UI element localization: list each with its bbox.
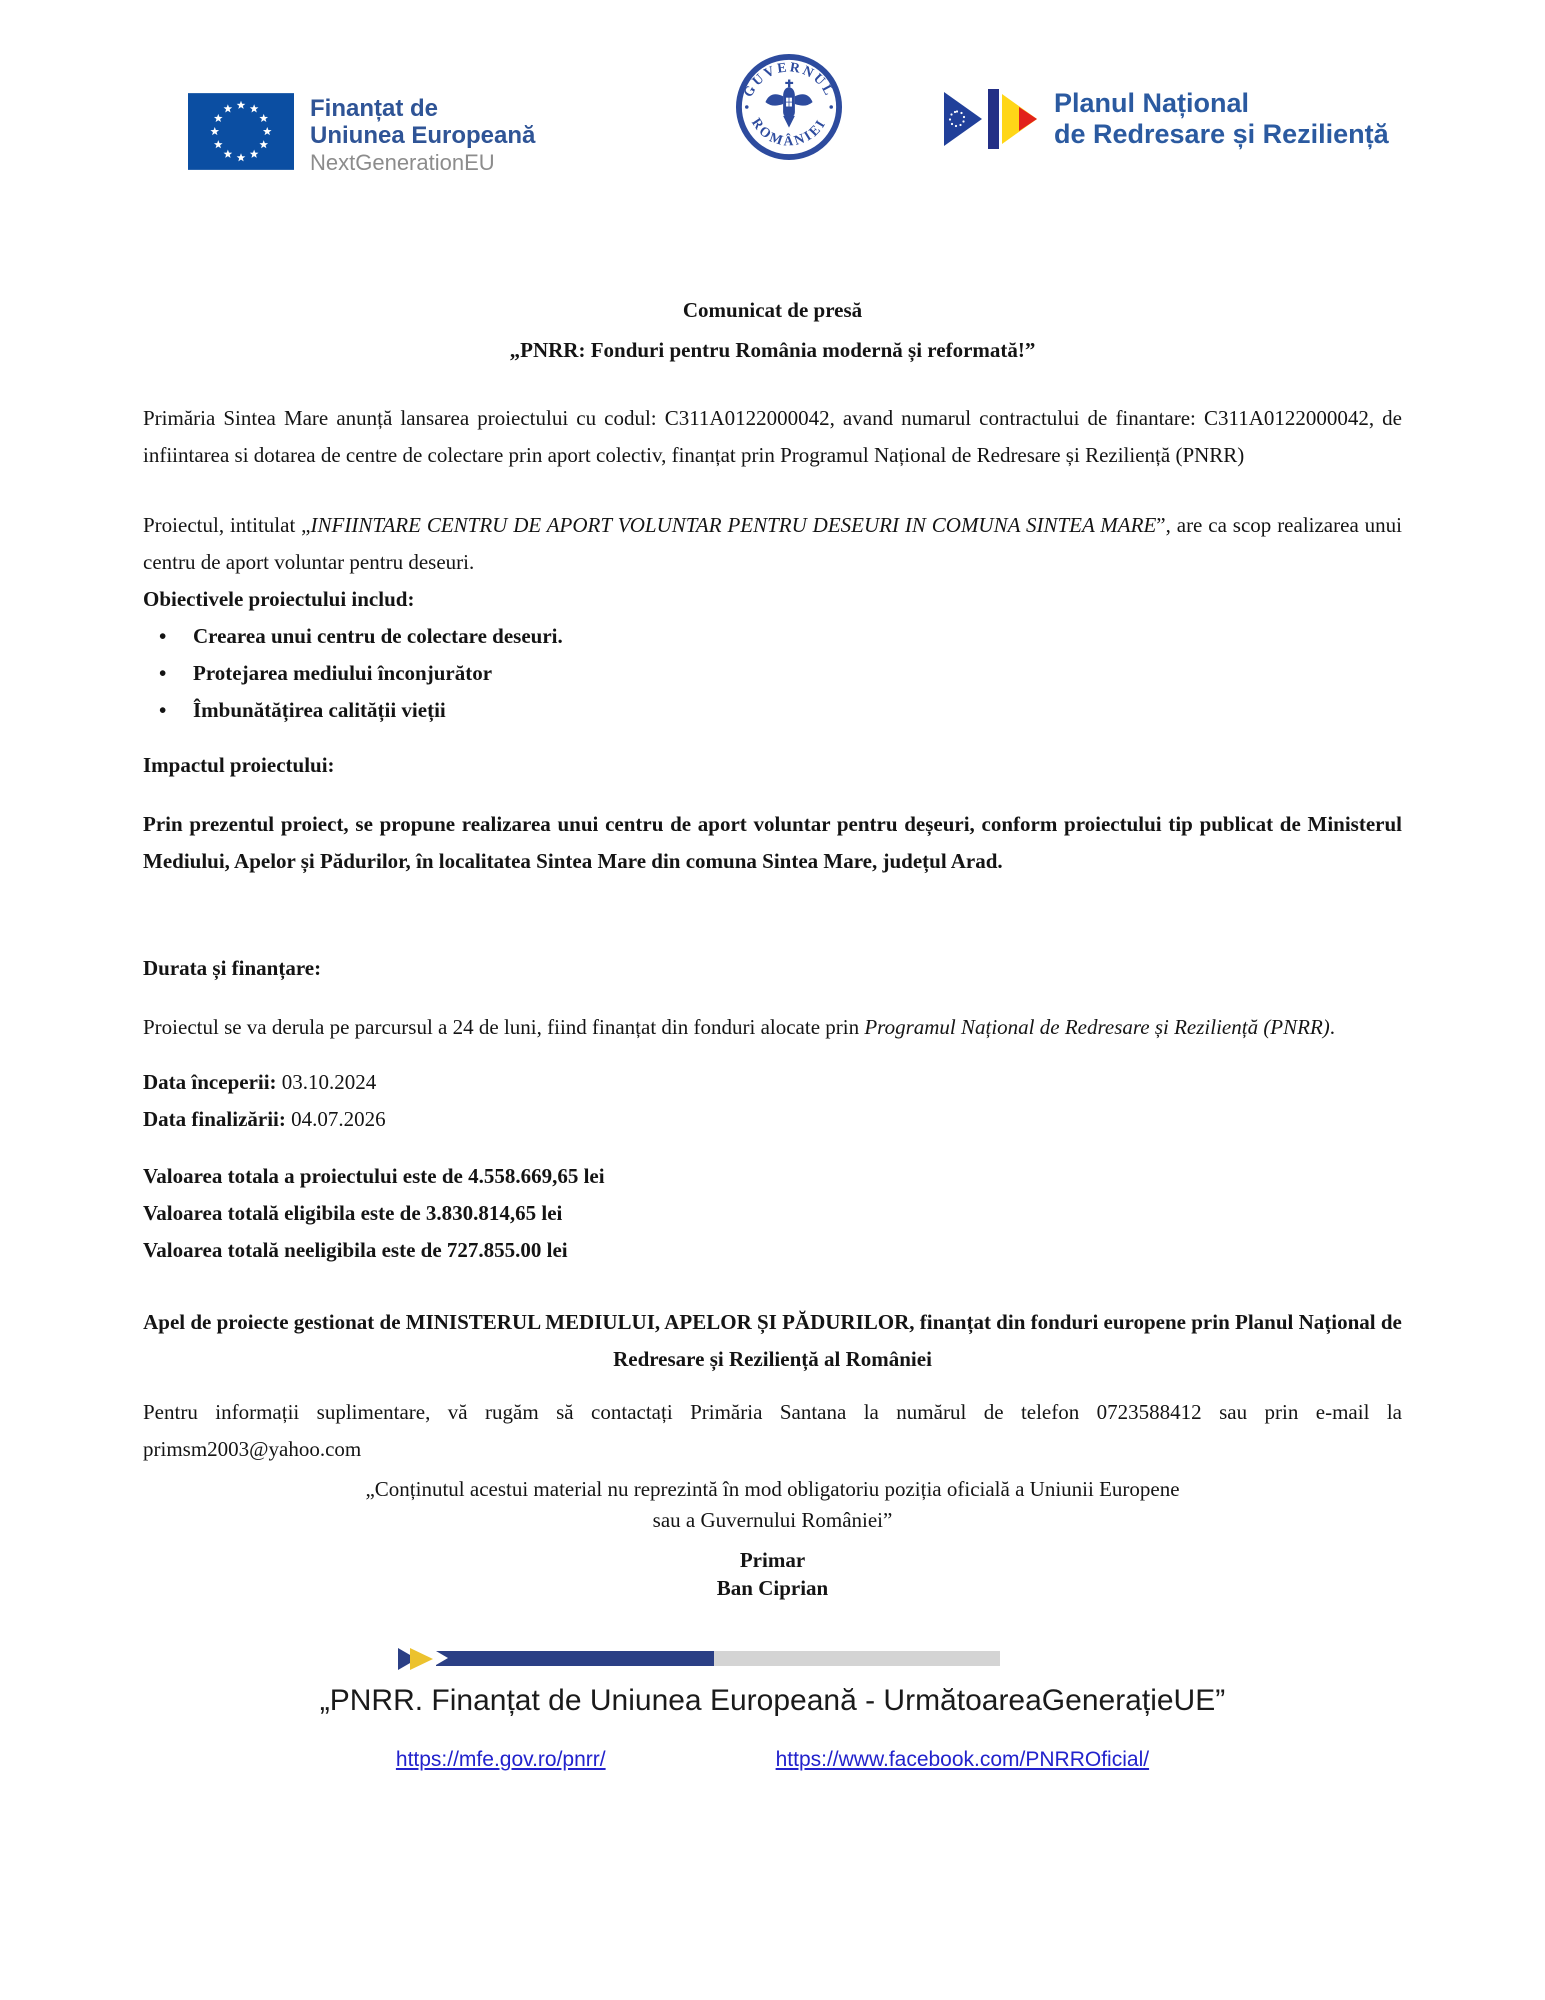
footer-gold-arrow-icon <box>410 1648 433 1670</box>
eu-flag-icon <box>188 93 294 170</box>
intro-paragraph: Primăria Sintea Mare anunță lansarea proiectului cu codul: C311A0122000042, avand numarul contractului de finantare: C311A0122000042, de infiintarea si dotarea de centre de colectare prin aport colectiv, finanțat prin Programul Național de Redresare și Reziliență (PNRR) <box>143 406 1402 467</box>
contact-paragraph: Pentru informații suplimentare, vă rugăm să contactați Primăria Santana la numărul de telefon 0723588412 sau prin e-mail la primsm2003@yahoo.com <box>143 1400 1402 1461</box>
pnrr-slogan: „PNRR. Finanțat de Uniunea Europeană - UrmătoareaGenerațieUE” <box>319 1684 1226 1717</box>
pnrr-progress-bar-graphic <box>0 1646 1545 1672</box>
signature-block <box>143 1546 1402 1602</box>
eu-logo-line2: Uniunea Europeană <box>310 122 536 149</box>
seal-bottom-text: ROMÂNIEI <box>748 115 830 149</box>
logo-header <box>0 0 1545 180</box>
footer-links <box>143 1748 1402 1772</box>
project-title-italic: INFIINTARE CENTRU DE APORT VOLUNTAR PENTRU DESEURI IN COMUNA SINTEA MARE <box>310 513 1157 537</box>
document-title <box>143 290 1402 370</box>
eu-funded-logo <box>188 93 535 176</box>
total-value-line: Valoarea totala a proiectului este de 4.558.669,65 lei <box>143 1164 605 1188</box>
bullet-icon: • <box>159 698 167 722</box>
pnrr-logo <box>944 88 1389 150</box>
pnrr-logo-text <box>1054 88 1389 150</box>
project-paragraph-post: ”, are ca scop realizarea unui centru de aport voluntar pentru deseuri. <box>143 513 1402 574</box>
government-of-romania-seal-icon <box>735 53 843 161</box>
eligible-value-line: Valoarea totală eligibila este de 3.830.814,65 lei <box>143 1201 563 1225</box>
bullet-icon: • <box>159 624 167 648</box>
eu-logo-line3: NextGenerationEU <box>310 150 495 175</box>
signature-name: Ban Ciprian <box>716 1576 829 1600</box>
duration-post: . <box>1329 1015 1336 1039</box>
start-date-line <box>143 1064 1402 1101</box>
bullet-icon: • <box>159 661 167 685</box>
document-body <box>143 290 1402 1602</box>
footer-bar-gray-segment <box>714 1651 1000 1666</box>
footer-bar-notch-icon <box>436 1651 448 1665</box>
start-date-label: Data începerii: <box>143 1070 277 1094</box>
objectives-list <box>143 618 1402 729</box>
pnrr-arrows-icon <box>944 89 1040 149</box>
disclaimer-line2: sau a Guvernului României” <box>652 1508 893 1532</box>
seal-top-text: GUVERNUL <box>740 59 838 100</box>
mfe-pnrr-link[interactable]: https://mfe.gov.ro/pnrr/ <box>395 1748 606 1771</box>
disclaimer-block <box>143 1474 1402 1536</box>
project-paragraph-pre: Proiectul, intitulat „ <box>143 513 311 537</box>
objective-text: Îmbunătățirea calității vieții <box>193 698 446 722</box>
duration-paragraph <box>143 1009 1402 1046</box>
project-values-block <box>143 1158 1402 1269</box>
eu-logo-line1: Finanțat de <box>310 95 439 122</box>
call-for-projects-paragraph: Apel de proiecte gestionat de MINISTERUL MEDIULUI, APELOR ȘI PĂDURILOR, finanțat din fonduri europene prin Planul Național de Redresare și Reziliență al României <box>143 1310 1402 1371</box>
objective-text: Crearea unui centru de colectare deseuri. <box>193 624 563 648</box>
end-date-line <box>143 1101 1402 1138</box>
start-date-value: 03.10.2024 <box>276 1070 377 1094</box>
title-line2: „PNRR: Fonduri pentru România modernă și reformată!” <box>509 338 1036 362</box>
end-date-value: 04.07.2026 <box>285 1107 386 1131</box>
end-date-label: Data finalizării: <box>143 1107 286 1131</box>
noneligible-value-line: Valoarea totală neeligibila este de 727.855.00 lei <box>143 1238 568 1262</box>
list-item <box>143 692 1402 729</box>
signature-role: Primar <box>739 1548 806 1572</box>
list-item <box>143 655 1402 692</box>
objectives-heading: Obiectivele proiectului includ: <box>143 587 415 611</box>
title-line1: Comunicat de presă <box>682 298 863 322</box>
pnrr-logo-line2: de Redresare și Reziliență <box>1054 119 1389 149</box>
footer-bar-blue-segment <box>436 1651 714 1666</box>
duration-heading: Durata și finanțare: <box>143 956 322 980</box>
facebook-pnrr-link[interactable]: https://www.facebook.com/PNRROficial/ <box>775 1748 1150 1771</box>
disclaimer-line1: „Conținutul acestui material nu reprezintă în mod obligatoriu poziția oficială a Uniunii Europene <box>365 1477 1180 1501</box>
pnrr-logo-line1: Planul Național <box>1054 88 1250 118</box>
project-title-paragraph <box>143 507 1402 581</box>
objective-text: Protejarea mediului înconjurător <box>193 661 493 685</box>
list-item <box>143 618 1402 655</box>
impact-heading: Impactul proiectului: <box>143 753 335 777</box>
impact-paragraph: Prin prezentul proiect, se propune realizarea unui centru de aport voluntar pentru deșeuri, conform proiectului tip publicat de Ministerul Mediului, Apelor și Pădurilor, în localitatea Sintea Mare din comuna Sintea Mare, județul Arad. <box>143 812 1402 873</box>
dates-block <box>143 1064 1402 1138</box>
duration-pre: Proiectul se va derula pe parcursul a 24 de luni, fiind finanțat din fonduri alocate prin <box>143 1015 865 1039</box>
duration-italic: Programul Național de Redresare și Reziliență (PNRR) <box>864 1015 1330 1039</box>
eu-logo-text <box>310 93 535 176</box>
